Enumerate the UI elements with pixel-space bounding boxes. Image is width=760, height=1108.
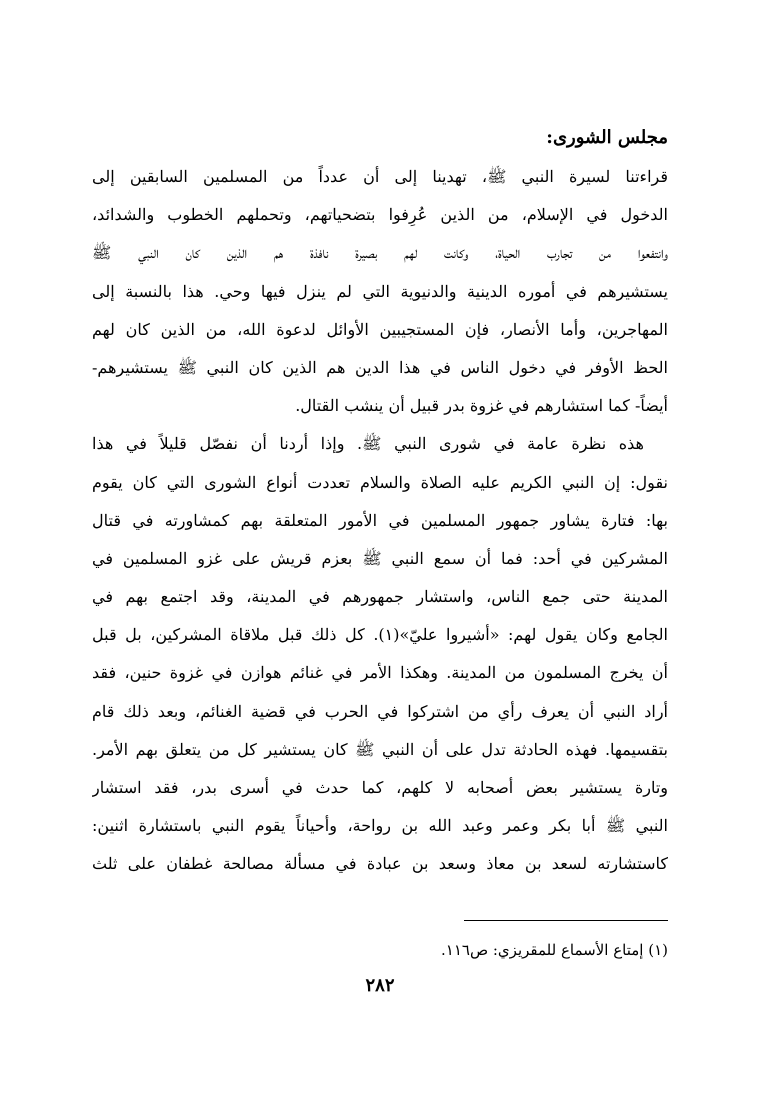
- text-line: يستشيرهم في أموره الدينية والدنيوية التي لم ينزل فيها وحي. هذا بالنسبة إلى: [92, 281, 668, 301]
- text-line: الجامع وكان يقول لهم: «أشيروا عليّ»(١). كل ذلك قبل ملاقاة المشركين، بل قبل: [92, 625, 668, 645]
- text-line: قراءتنا لسيرة النبي ﷺ، تهدينا إلى أن عدداً من المسلمين السابقين إلى: [92, 167, 668, 186]
- page-number: ٢٨٢: [365, 975, 395, 996]
- text-line: كاستشارته لسعد بن معاذ وسعد بن عبادة في مسألة مصالحة غطفان على ثلث: [92, 854, 668, 874]
- text-line: بتقسيمها. فهذه الحادثة تدل على أن النبي ﷺ كان يستشير كل من يتعلق بهم الأمر.: [92, 739, 668, 759]
- text-line: أيضاً- كما استشارهم في غزوة بدر قبيل أن ينشب القتال.: [295, 396, 668, 416]
- body-text: [92, 158, 668, 884]
- text-line: الحظ الأوفر في دخول الناس في هذا الدين هم الذين كان النبي ﷺ يستشيرهم-: [92, 357, 668, 377]
- text-line: نقول: إن النبي الكريم عليه الصلاة والسلام تعددت أنواع الشورى التي كان يقوم: [92, 472, 668, 492]
- footnote: (١) إمتاع الأسماع للمقريزي: ص١١٦.: [441, 941, 668, 959]
- section-heading: مجلس الشورى:: [546, 127, 668, 148]
- text-line: المدينة حتى جمع الناس، واستشار جمهورهم في المدينة، وقد اجتمع بهم في: [92, 587, 668, 607]
- text-line: وتارة يستشير بعض أصحابه لا كلهم، كما حدث في أسرى بدر، فقد استشار: [92, 778, 668, 797]
- footnote-divider: [464, 920, 668, 921]
- text-line: المشركين في أحد: فما أن سمع النبي ﷺ بعزم قريش على غزو المسلمين في: [92, 548, 668, 568]
- text-line: أن يخرج المسلمون من المدينة. وهكذا الأمر في غنائم هوازن في غزوة حنين، فقد: [92, 663, 668, 683]
- text-line: الدخول في الإسلام، من الذين عُرِفوا بتضحياتهم، وتحملهم الخطوب والشدائد،: [92, 205, 668, 225]
- text-line: المهاجرين، وأما الأنصار، فإن المستجيبين الأوائل لدعوة الله، من الذين كان لهم: [92, 319, 668, 339]
- text-line: النبي ﷺ أبا بكر وعمر وعبد الله بن رواحة، وأحياناً يقوم النبي باستشارة اثنين:: [92, 816, 668, 836]
- text-line: وانتفعوا من تجارب الحياة، وكانت لهم بصيرة نافذة هم الذين كان النبي ﷺ: [92, 243, 668, 263]
- text-line: هذه نظرة عامة في شورى النبي ﷺ. وإذا أردنا أن نفصّل قليلاً في هذا: [92, 434, 644, 454]
- text-line: أراد النبي أن يعرف رأي من اشتركوا في الحرب في قضية الغنائم، وبعد ذلك قام: [92, 701, 668, 721]
- text-line: بها: فتارة يشاور جمهور المسلمين في الأمور المتعلقة بهم كمشاورته في قتال: [92, 510, 668, 530]
